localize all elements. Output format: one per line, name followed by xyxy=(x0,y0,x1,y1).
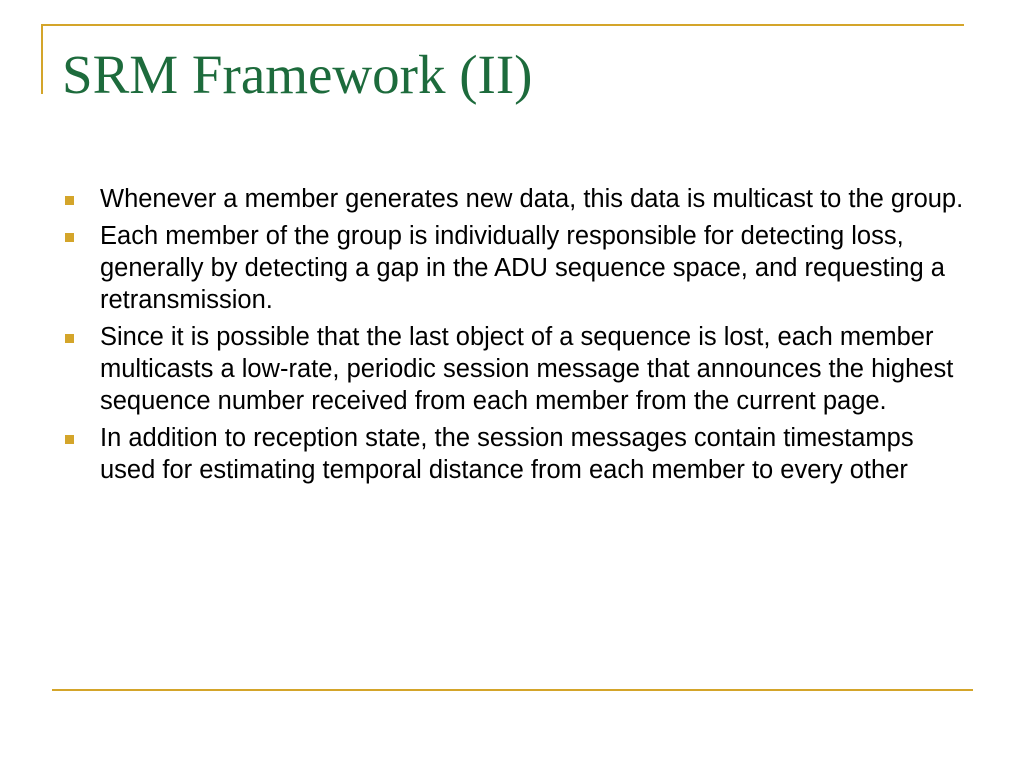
bullet-text: Since it is possible that the last object of a sequence is lost, each member multicasts a low-rate, periodic session message that announces the highest sequence number received from each member from the current page. xyxy=(100,323,954,415)
square-bullet-icon xyxy=(65,233,74,242)
bullet-list xyxy=(62,183,972,491)
bullet-item xyxy=(62,220,972,316)
bottom-divider xyxy=(52,689,973,691)
square-bullet-icon xyxy=(65,334,74,343)
bullet-text: Each member of the group is individually responsible for detecting loss, generally by detecting a gap in the ADU sequence space, and requesting a retransmission. xyxy=(100,222,945,314)
left-frame-line xyxy=(41,24,43,94)
bullet-item xyxy=(62,321,972,417)
square-bullet-icon xyxy=(65,435,74,444)
square-bullet-icon xyxy=(65,196,74,205)
bullet-item xyxy=(62,422,972,486)
top-frame-line xyxy=(41,24,964,26)
slide-title: SRM Framework (II) xyxy=(62,44,533,105)
bullet-text: Whenever a member generates new data, this data is multicast to the group. xyxy=(100,185,964,213)
bullet-item xyxy=(62,183,972,215)
bullet-text: In addition to reception state, the session messages contain timestamps used for estimating temporal distance from each member to every other xyxy=(100,424,914,484)
